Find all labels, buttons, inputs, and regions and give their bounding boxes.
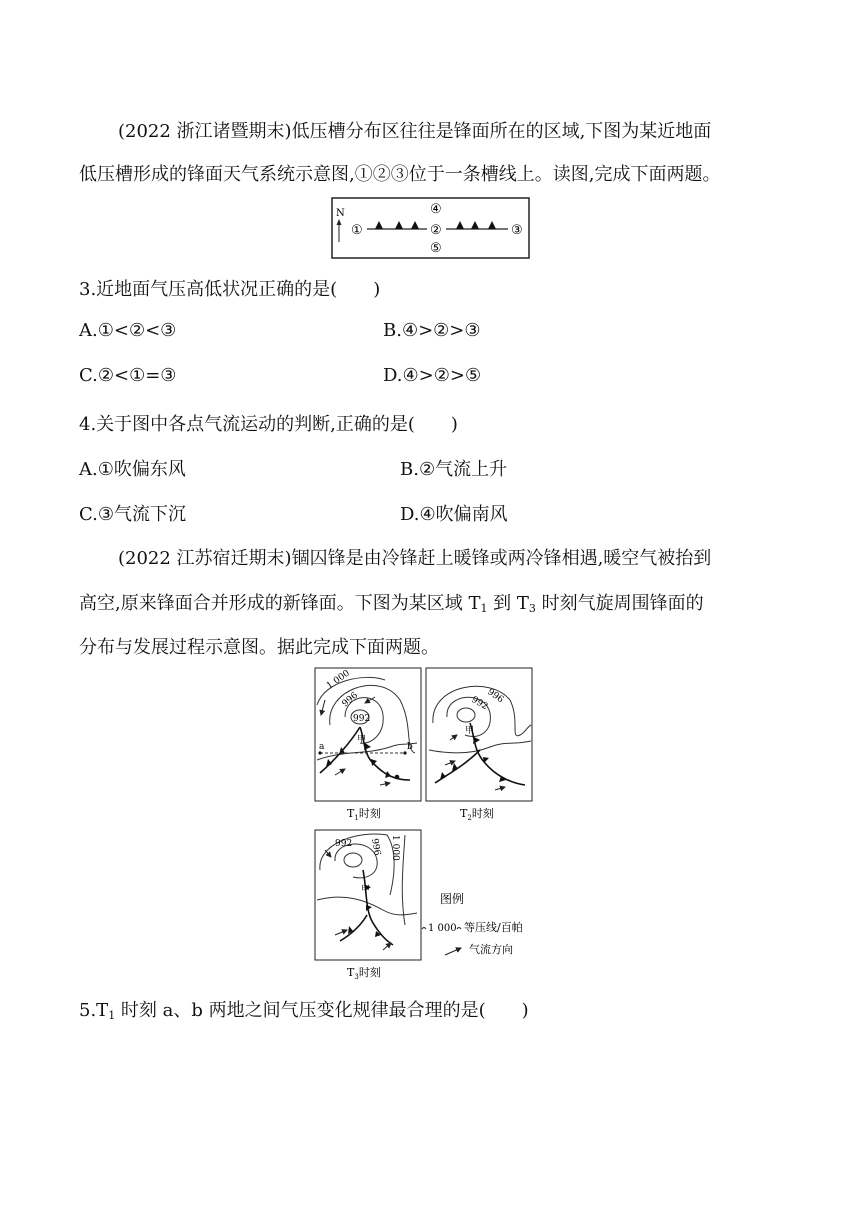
panel-t2 (426, 668, 532, 801)
center-jia-label: 甲 (361, 885, 371, 895)
isobar-1000-label: 1 000 (390, 835, 400, 861)
legend-isobar-label: 等压线/百帕 (464, 921, 523, 934)
q3-stem: 3.近地面气压高低状况正确的是( ) (79, 279, 381, 300)
passage1-line2: 低压槽形成的锋面天气系统示意图,①②③位于一条槽线上。读图,完成下面两题。 (79, 164, 721, 185)
occluded-front-figure (305, 665, 565, 985)
q3-option-a[interactable]: A.①<②<③ (79, 320, 177, 341)
isobar-992-label: 992 (335, 839, 353, 849)
legend-isobar-sample: 1 000 (428, 923, 457, 934)
passage2-line1: (2022 江苏宿迁期末)锢囚锋是由冷锋赶上暖锋或两冷锋相遇,暖空气被抬到 (118, 548, 712, 569)
point-a-label: a (319, 742, 325, 752)
center-jia-label: 甲 (465, 726, 475, 736)
passage2-line2: 高空,原来锋面合并形成的新锋面。下图为某区域 $T_1$ 到 $T_3$ 时刻气旋周围锋面的 (79, 593, 704, 615)
passage2-line3: 分布与发展过程示意图。据此完成下面两题。 (79, 637, 439, 658)
panel-t2-caption: $T_2$时刻 (460, 807, 494, 822)
isobar-996-label: 996 (340, 690, 361, 710)
panel-t3 (315, 830, 421, 960)
q4-option-c[interactable]: C.③气流下沉 (79, 504, 186, 525)
point-2-label: ② (430, 223, 442, 238)
q4-option-a[interactable]: A.①吹偏东风 (79, 459, 186, 480)
q4-stem: 4.关于图中各点气流运动的判断,正确的是( ) (79, 414, 458, 435)
panel-t1 (315, 668, 421, 801)
point-3-label: ③ (511, 223, 523, 238)
isobar-992-label: 992 (353, 714, 371, 724)
panel-t1-caption: $T_1$时刻 (347, 807, 381, 822)
trough-front-diagram (331, 197, 530, 259)
q3-option-c[interactable]: C.②<①=③ (79, 365, 177, 386)
q4-option-d[interactable]: D.④吹偏南风 (400, 504, 508, 525)
isobar-996-label: 996 (369, 837, 382, 857)
q3-option-b[interactable]: B.④>②>③ (383, 320, 481, 341)
q5-stem: $5.T_1$ 时刻 a、b 两地之间气压变化规律最合理的是( ) (79, 1000, 529, 1022)
north-label: N (336, 208, 345, 219)
center-jia-label: 甲 (357, 735, 367, 745)
passage1-line1: (2022 浙江诸暨期末)低压槽分布区往往是锋面所在的区域,下图为某近地面 (118, 121, 712, 142)
legend-isobar-icon (422, 928, 426, 930)
point-4-label: ④ (430, 202, 442, 217)
isobar-992-label: 992 (469, 694, 490, 713)
legend-airflow-label: 气流方向 (469, 943, 513, 956)
panel-t3-caption: $T_3$时刻 (347, 966, 381, 981)
legend-title: 图例 (440, 892, 465, 906)
point-1-label: ① (351, 223, 363, 238)
q4-option-b[interactable]: B.②气流上升 (400, 459, 508, 480)
isobar-1000-label: 1 000 (324, 668, 352, 692)
q3-option-d[interactable]: D.④>②>⑤ (383, 365, 482, 386)
isobar-996-label: 996 (485, 687, 506, 706)
point-5-label: ⑤ (430, 241, 442, 256)
point-b-label: b (407, 742, 413, 752)
legend-airflow-arrow-icon (445, 948, 461, 955)
figure-legend (422, 891, 523, 956)
